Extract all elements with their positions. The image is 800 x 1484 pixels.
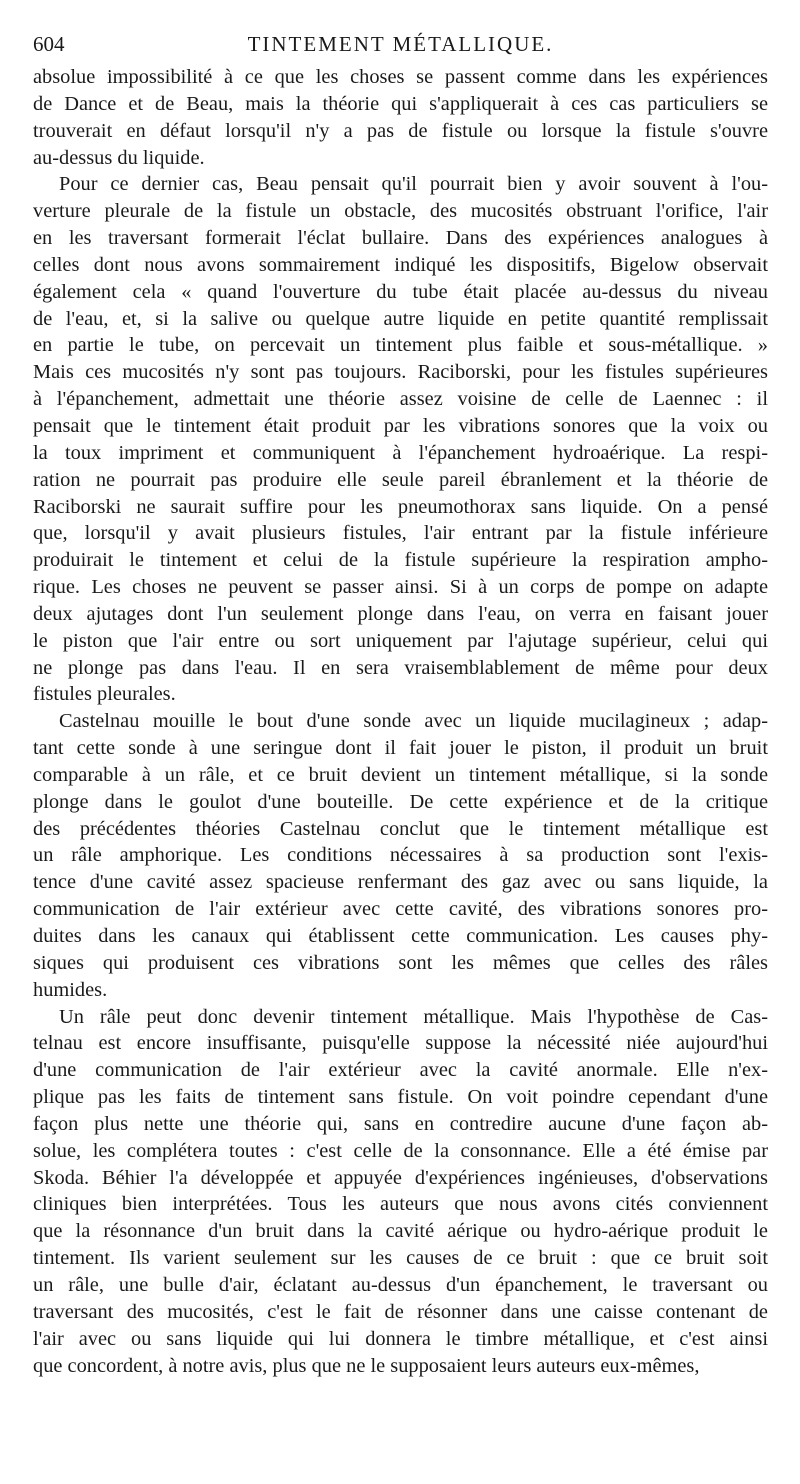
text-line: le piston que l'air entre ou sort uniquement par l'ajutage supérieur, celui qui — [33, 629, 768, 652]
text-line: Un râle peut donc devenir tintement métallique. Mais l'hypothèse de Cas- — [59, 1005, 768, 1028]
text-line: Mais ces mucosités n'y sont pas toujours. Raciborski, pour les fistules supérieures — [33, 361, 768, 384]
text-line: produirait le tintement et celui de la fistule supérieure la respiration ampho- — [33, 549, 768, 572]
text-line: plonge dans le goulot d'une bouteille. De cette expérience et de la critique — [33, 790, 768, 813]
text-line: un râle amphorique. Les conditions nécessaires à sa production sont l'exis- — [33, 844, 768, 867]
text-line: que la résonnance d'un bruit dans la cavité aérique ou hydro-aérique produit le — [33, 1220, 768, 1243]
text-line: comparable à un râle, et ce bruit devient un tintement métallique, si la sonde — [33, 763, 768, 786]
running-title: TINTEMENT MÉTALLIQUE. — [247, 32, 554, 56]
text-line: que concordent, à notre avis, plus que ne le supposaient leurs auteurs eux-mêmes, — [33, 1354, 700, 1377]
text-line: en partie le tube, on percevait un tintement plus faible et sous-métallique. » — [33, 334, 768, 357]
text-line: à l'épanchement, admettait une théorie assez voisine de celle de Laennec : il — [33, 388, 768, 411]
text-line: l'air avec ou sans liquide qui lui donnera le timbre métallique, et c'est ainsi — [33, 1327, 768, 1350]
text-line: fistules pleurales. — [33, 683, 176, 706]
text-line: duites dans les canaux qui établissent cette communication. Les causes phy- — [33, 925, 768, 947]
text-line: tintement. Ils varient seulement sur les causes de ce bruit : que ce bruit soit — [33, 1247, 768, 1270]
text-line: Skoda. Béhier l'a développée et appuyée d'expériences ingénieuses, d'observations — [33, 1166, 768, 1189]
text-line: verture pleurale de la fistule un obstacle, des mucosités obstruant l'orifice, l'air — [33, 200, 768, 223]
text-line: tence d'une cavité assez spacieuse renfermant des gaz avec ou sans liquide, la — [33, 871, 768, 894]
text-line: plique pas les faits de tintement sans fistule. On voit poindre cependant d'une — [33, 1086, 768, 1109]
text-line: celles dont nous avons sommairement indiqué les dispositifs, Bigelow observait — [33, 253, 768, 276]
text-line: ration ne pourrait pas produire elle seule pareil ébranlement et la théorie de — [33, 468, 768, 491]
text-line: des précédentes théories Castelnau conclut que le tintement métallique est — [33, 817, 768, 840]
text-line: pensait que le tintement était produit par les vibrations sonores que la voix ou — [33, 414, 768, 437]
text-line: tant cette sonde à une seringue dont il fait jouer le piston, il produit un bruit — [33, 737, 768, 760]
paragraph — [33, 64, 768, 171]
text-line: d'une communication de l'air extérieur avec la cavité anormale. Elle n'ex- — [33, 1059, 768, 1082]
body-text — [33, 64, 768, 1379]
page-number: 604 — [33, 32, 65, 56]
text-line: Pour ce dernier cas, Beau pensait qu'il pourrait bien y avoir souvent à l'ou- — [59, 173, 768, 196]
page-header — [33, 28, 768, 64]
text-line: au-dessus du liquide. — [33, 146, 205, 169]
text-line: Raciborski ne saurait suffire pour les pneumothorax sans liquide. On a pensé — [33, 495, 768, 518]
text-line: humides. — [33, 978, 108, 1001]
paragraph — [33, 708, 768, 1003]
text-line: de l'eau, et, si la salive ou quelque autre liquide en petite quantité remplissait — [33, 307, 768, 330]
text-line: également cela « quand l'ouverture du tube était placée au-dessus du niveau — [33, 280, 768, 303]
text-line: traversant des mucosités, c'est le fait de résonner dans une caisse contenant de — [33, 1300, 768, 1323]
text-line: communication de l'air extérieur avec cette cavité, des vibrations sonores pro- — [33, 898, 768, 921]
text-line: absolue impossibilité à ce que les choses se passent comme dans les expériences — [33, 66, 768, 88]
text-line: siques qui produisent ces vibrations sont les mêmes que celles des râles — [33, 951, 768, 974]
text-line: en les traversant formerait l'éclat bullaire. Dans des expériences analogues à — [33, 227, 768, 250]
paragraph — [33, 171, 768, 708]
text-line: trouverait en défaut lorsqu'il n'y a pas de fistule ou lorsque la fistule s'ouvre — [33, 119, 768, 142]
text-line: de Dance et de Beau, mais la théorie qui s'appliquerait à ces cas particuliers se — [33, 92, 768, 115]
text-line: que, lorsqu'il y avait plusieurs fistules, l'air entrant par la fistule inférieure — [33, 522, 768, 545]
text-line: ne plonge pas dans l'eau. Il en sera vraisemblablement de même pour deux — [33, 656, 768, 679]
text-line: la toux impriment et communiquent à l'épanchement hydroaérique. La respi- — [33, 441, 768, 464]
text-line: deux ajutages dont l'un seulement plonge dans l'eau, on verra en faisant jouer — [33, 602, 768, 625]
text-line: telnau est encore insuffisante, puisqu'elle suppose la nécessité niée aujourd'hui — [33, 1032, 768, 1055]
text-line: cliniques bien interprétées. Tous les auteurs que nous avons cités conviennent — [33, 1193, 768, 1216]
book-page — [33, 28, 768, 1379]
paragraph — [33, 1004, 768, 1380]
text-line: façon plus nette une théorie qui, sans en contredire aucune d'une façon ab- — [33, 1112, 768, 1135]
text-line: rique. Les choses ne peuvent se passer ainsi. Si à un corps de pompe on adapte — [33, 576, 768, 599]
text-line: Castelnau mouille le bout d'une sonde avec un liquide mucilagineux ; adap- — [59, 710, 768, 733]
text-line: un râle, une bulle d'air, éclatant au-dessus d'un épanchement, le traversant ou — [33, 1273, 768, 1296]
text-line: solue, les complétera toutes : c'est celle de la consonnance. Elle a été émise par — [33, 1139, 768, 1162]
